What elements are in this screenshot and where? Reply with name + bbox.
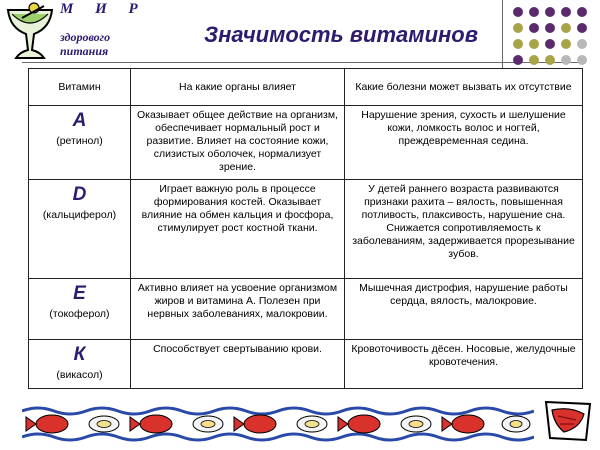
decor-horizontal-line	[22, 62, 582, 63]
dot-grid-row-4	[513, 55, 587, 65]
vitamin-letter: А	[72, 110, 87, 131]
organs-cell: Активно влияет на усвоение организмом жиров и витамина А. Полезен при нервных заболеваниях, малокровии.	[131, 279, 345, 340]
header-diseases: Какие болезни может вызвать их отсутствие	[345, 69, 583, 106]
table-header-row	[29, 69, 583, 106]
table-row	[29, 180, 583, 279]
header-vitamin: Витамин	[29, 69, 131, 106]
plate-icon	[401, 416, 431, 432]
diseases-cell: Кровоточивость дёсен. Носовые, желудочные кровотечения.	[345, 340, 583, 389]
fish-icon	[338, 415, 380, 433]
organs-cell: Оказывает общее действие на организм, обеспечивает нормальный рост и развитие. Влияет на состояние кожи, слизистых оболочек, нормализует зрение.	[131, 106, 345, 180]
fish-bowl-icon	[540, 398, 596, 446]
vitamin-cell	[29, 180, 131, 279]
diseases-cell: Нарушение зрения, сухость и шелушение кожи, ломкость волос и ногтей, преждевременная седина.	[345, 106, 583, 180]
brand-logo-text	[60, 2, 147, 58]
dot-grid-row-3	[513, 39, 587, 49]
vitamin-name: (ретинол)	[56, 135, 103, 147]
diseases-cell: Мышечная дистрофия, нарушение работы сердца, вялость, малокровие.	[345, 279, 583, 340]
vitamin-letter: К	[73, 344, 86, 365]
decor-vertical-line	[502, 0, 503, 70]
decorative-bottom-border	[22, 403, 534, 445]
vitamin-cell	[29, 279, 131, 340]
brand-line-1: М И Р	[60, 1, 147, 17]
fish-icon	[442, 415, 484, 433]
organs-cell: Способствует свертыванию крови.	[131, 340, 345, 389]
fish-icon	[130, 415, 172, 433]
dot-grid-row-2	[513, 23, 587, 33]
plate-icon	[193, 416, 223, 432]
fish-icon	[234, 415, 276, 433]
table-row	[29, 279, 583, 340]
wave-line-top	[22, 408, 534, 414]
vitamin-cell	[29, 106, 131, 180]
dot-grid-row-1	[513, 7, 587, 17]
vitamin-letter: Е	[73, 283, 86, 304]
wave-line-bottom	[22, 434, 534, 440]
vitamin-cell	[29, 340, 131, 389]
header-organs: На какие органы влияет	[131, 69, 345, 106]
plate-icon	[502, 416, 530, 432]
vitamin-name: (кальциферол)	[42, 209, 117, 221]
brand-line-2: здорового	[60, 29, 111, 44]
vitamin-letter: D	[72, 184, 87, 205]
fish-icon	[26, 415, 68, 433]
page-title: Значимость витаминов	[204, 22, 479, 47]
vitamin-name: (викасол)	[56, 369, 103, 381]
vitamin-name: (токоферол)	[49, 308, 110, 320]
table-row	[29, 106, 583, 180]
organs-cell: Играет важную роль в процессе формирования костей. Оказывает влияние на обмен кальция и фосфора, стимулирует рост костной ткани.	[131, 180, 345, 279]
brand-line-3: питания	[60, 44, 109, 59]
vitamins-table	[28, 68, 583, 389]
table-row	[29, 340, 583, 389]
diseases-cell: У детей раннего возраста развиваются признаки рахита – вялость, повышенная потливость, плаксивость, нарушение сна. Снижается сопротивляемость к заболеваниям, задерживается прорезывание зубов.	[345, 180, 583, 279]
plate-icon	[297, 416, 327, 432]
cocktail-glass-icon	[4, 2, 56, 64]
plate-icon	[89, 416, 119, 432]
